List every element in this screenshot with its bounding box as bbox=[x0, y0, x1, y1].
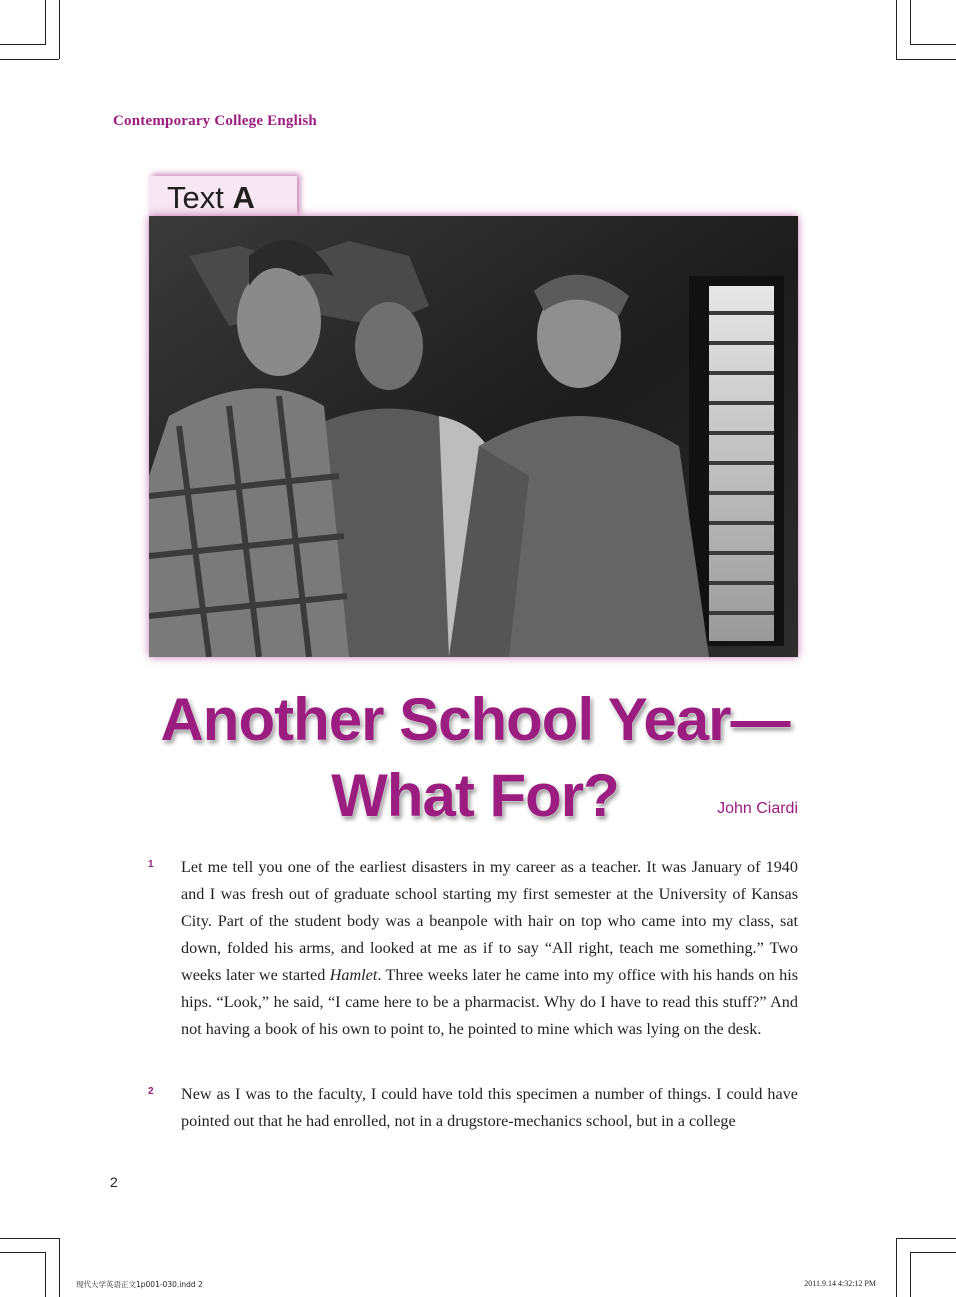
photo bbox=[149, 216, 798, 657]
paragraph-text-part: . Three weeks later he came into my office with his hands on his hips. “Look,” he said, “I came here to be a pharmacist. Why do I have to read this stuff?” And not having a book of his own to point to, he pointed to mine which was lying on the desk. bbox=[181, 966, 798, 1038]
title-line-1: Another School Year— bbox=[160, 686, 790, 753]
text-a-tab bbox=[149, 176, 297, 216]
paragraph-text-part: Let me tell you one of the earliest disasters in my career as a teacher. It was January of 1940 and I was fresh out of graduate school starting my first semester at the University of Kansas City. Part of the student body was a beanpole with hair on top who came into my class, sat down, folded his arms, and looked at me as if to say “All right, teach me something.” Two weeks later we started bbox=[181, 858, 798, 984]
paragraph-text bbox=[181, 854, 798, 1043]
author-name: John Ciardi bbox=[717, 800, 798, 817]
photo-illustration bbox=[149, 216, 798, 657]
title-line-2: What For? bbox=[331, 762, 619, 829]
paragraph-number: 2 bbox=[148, 1086, 154, 1097]
paragraph-1 bbox=[148, 854, 798, 1043]
paragraph-number: 1 bbox=[148, 859, 154, 870]
paragraph-2 bbox=[148, 1081, 798, 1135]
paragraph-italic-title: Hamlet bbox=[329, 966, 378, 984]
slug-file-name: 现代大学英语正文1p001-030.indd 2 bbox=[76, 1280, 203, 1289]
tab-label-bold: A bbox=[232, 180, 255, 215]
paragraph-text: New as I was to the faculty, I could have told this specimen a number of things. I could have pointed out that he had enrolled, not in a drugstore-mechanics school, but in a college bbox=[181, 1085, 798, 1130]
slug-timestamp: 2011.9.14 4:32:12 PM bbox=[804, 1279, 876, 1288]
running-head: Contemporary College English bbox=[113, 113, 317, 129]
tab-label-light: Text bbox=[167, 180, 233, 215]
page-number: 2 bbox=[110, 1174, 118, 1190]
